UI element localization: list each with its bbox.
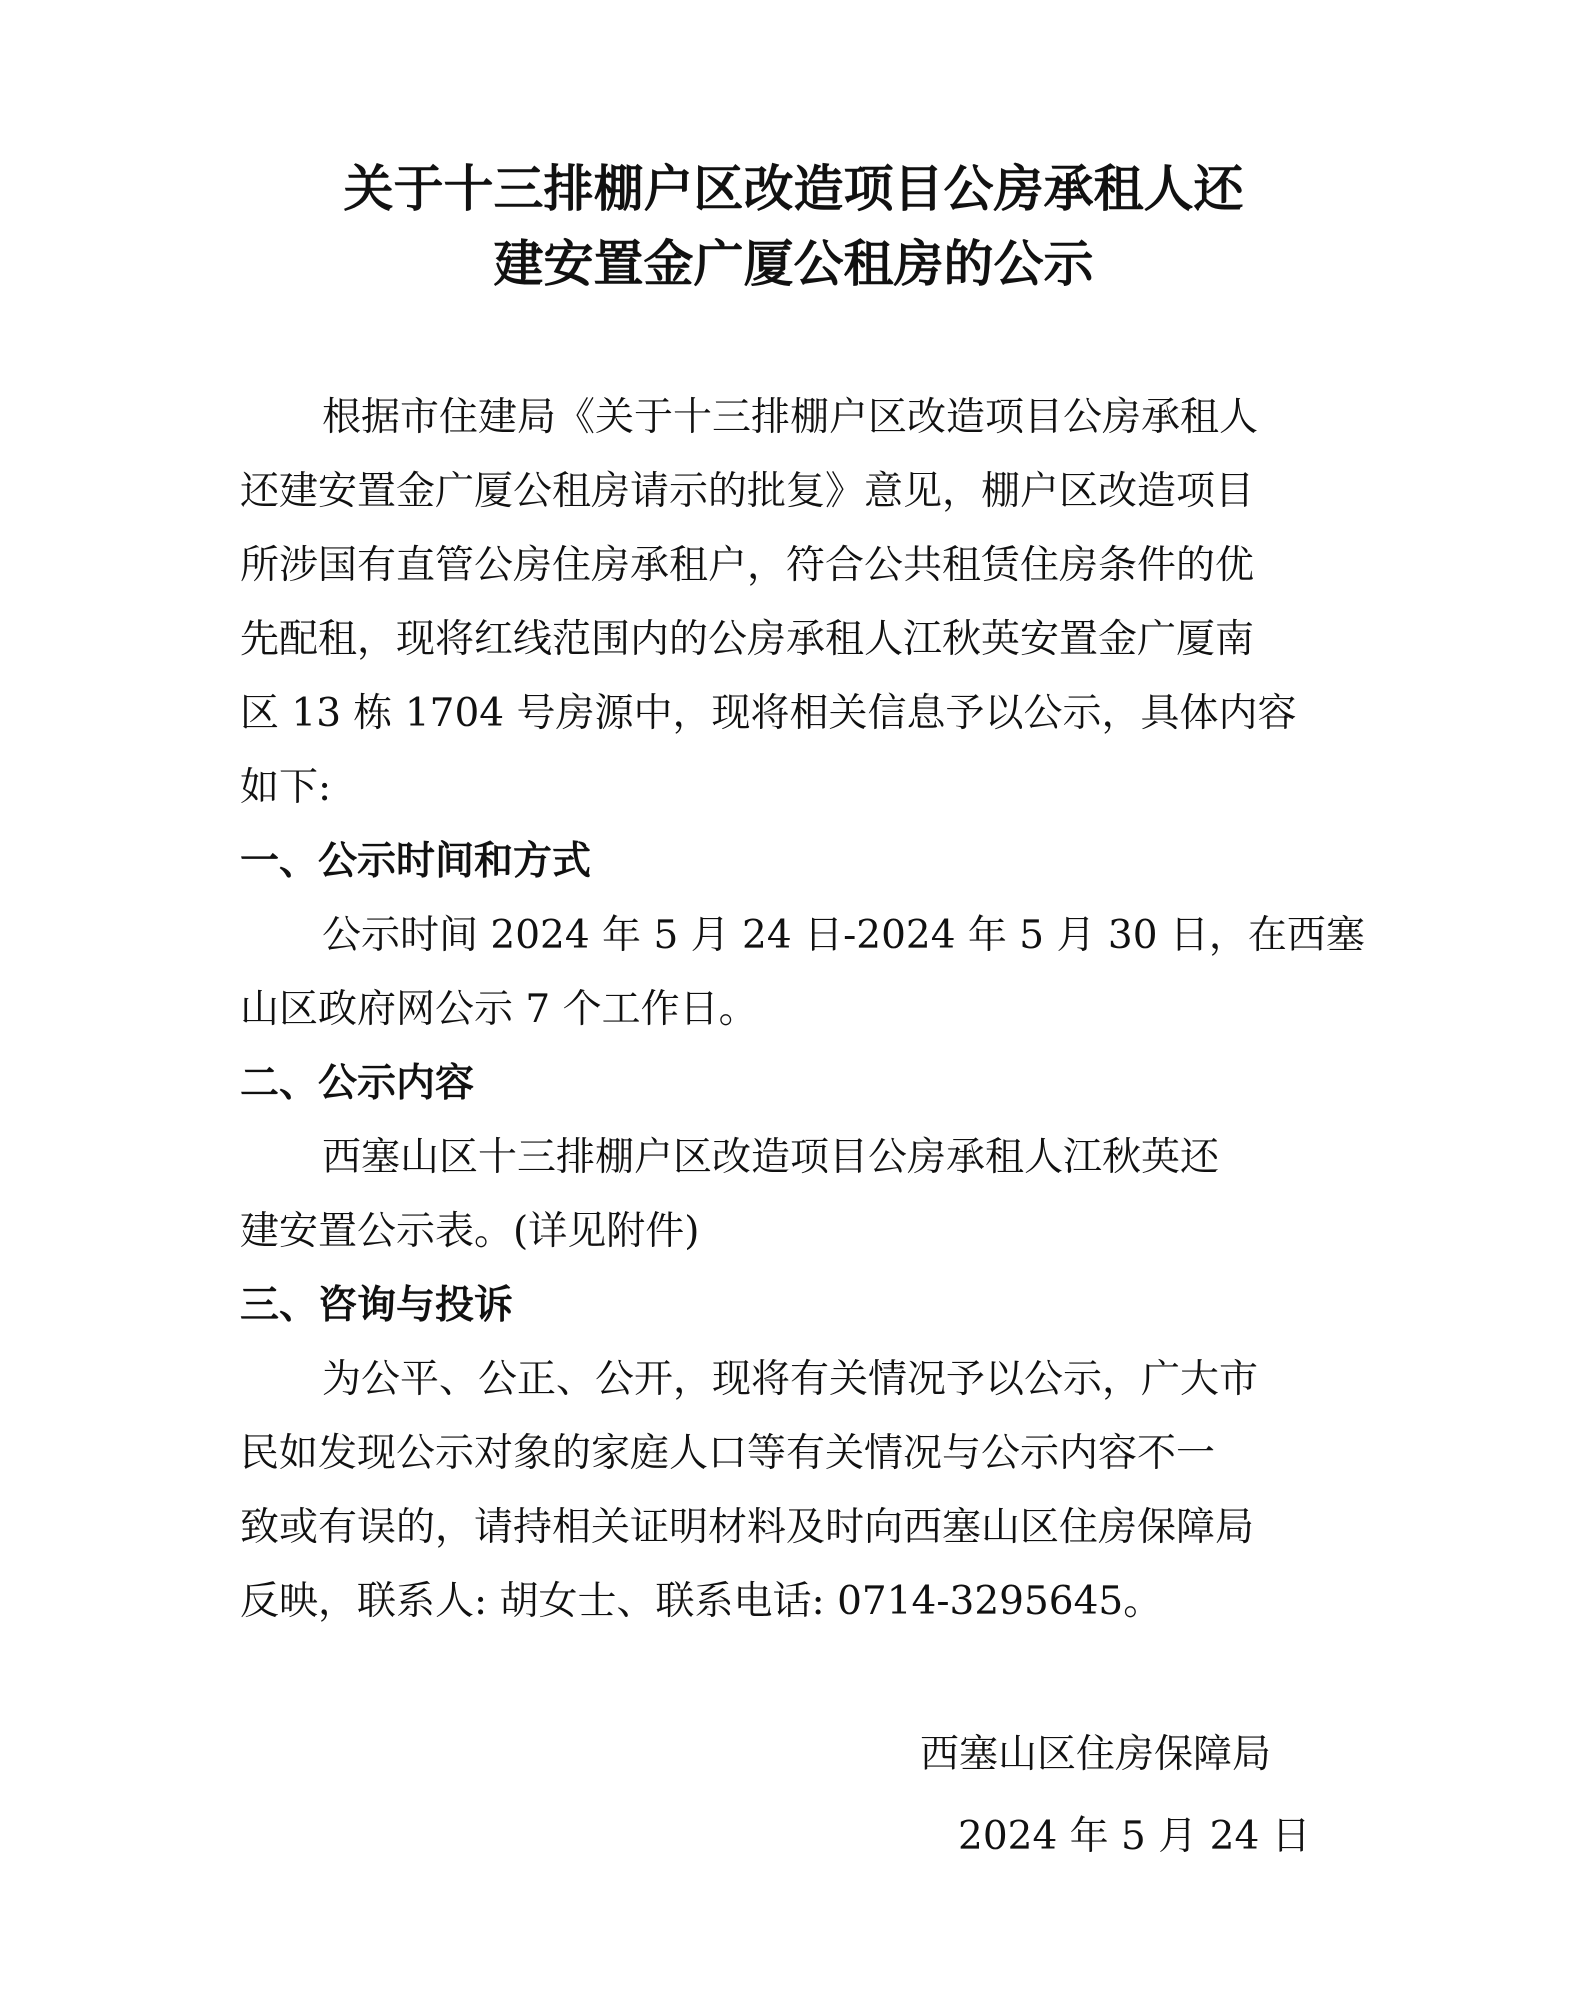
section-3-line-2: 民如发现公示对象的家庭人口等有关情况与公示内容不一 bbox=[240, 1431, 1216, 1476]
section-2-line-1: 西塞山区十三排棚户区改造项目公房承租人江秋英还 bbox=[322, 1135, 1220, 1180]
document-title-line-2: 建安置金广厦公租房的公示 bbox=[493, 235, 1094, 293]
intro-line-5: 区 13 栋 1704 号房源中，现将相关信息予以公示，具体内容 bbox=[240, 691, 1297, 736]
section-3-line-1: 为公平、公正、公开，现将有关情况予以公示，广大市 bbox=[322, 1357, 1259, 1402]
document-title-line-1: 关于十三排棚户区改造项目公房承租人还 bbox=[343, 160, 1244, 218]
section-3-line-4: 反映，联系人: 胡女士、联系电话: 0714-3295645。 bbox=[240, 1579, 1163, 1624]
section-1-heading: 一、公示时间和方式 bbox=[240, 839, 592, 884]
section-3-line-3: 致或有误的，请持相关证明材料及时向西塞山区住房保障局 bbox=[240, 1505, 1255, 1550]
signature-date: 2024 年 5 月 24 日 bbox=[958, 1814, 1311, 1859]
section-2-line-2: 建安置公示表。(详见附件) bbox=[240, 1209, 700, 1254]
intro-line-3: 所涉国有直管公房住房承租户，符合公共租赁住房条件的优 bbox=[240, 543, 1255, 588]
section-1-line-2: 山区政府网公示 7 个工作日。 bbox=[240, 987, 758, 1032]
intro-line-4: 先配租，现将红线范围内的公房承租人江秋英安置金广厦南 bbox=[240, 617, 1255, 662]
intro-line-6: 如下: bbox=[240, 765, 332, 810]
section-2-heading: 二、公示内容 bbox=[240, 1061, 475, 1106]
signature-organization: 西塞山区住房保障局 bbox=[920, 1732, 1272, 1777]
section-3-heading: 三、咨询与投诉 bbox=[240, 1283, 514, 1328]
intro-line-1: 根据市住建局《关于十三排棚户区改造项目公房承租人 bbox=[322, 395, 1259, 440]
section-1-line-1: 公示时间 2024 年 5 月 24 日-2024 年 5 月 30 日，在西塞 bbox=[322, 913, 1365, 958]
intro-line-2: 还建安置金广厦公租房请示的批复》意见，棚户区改造项目 bbox=[240, 469, 1255, 514]
